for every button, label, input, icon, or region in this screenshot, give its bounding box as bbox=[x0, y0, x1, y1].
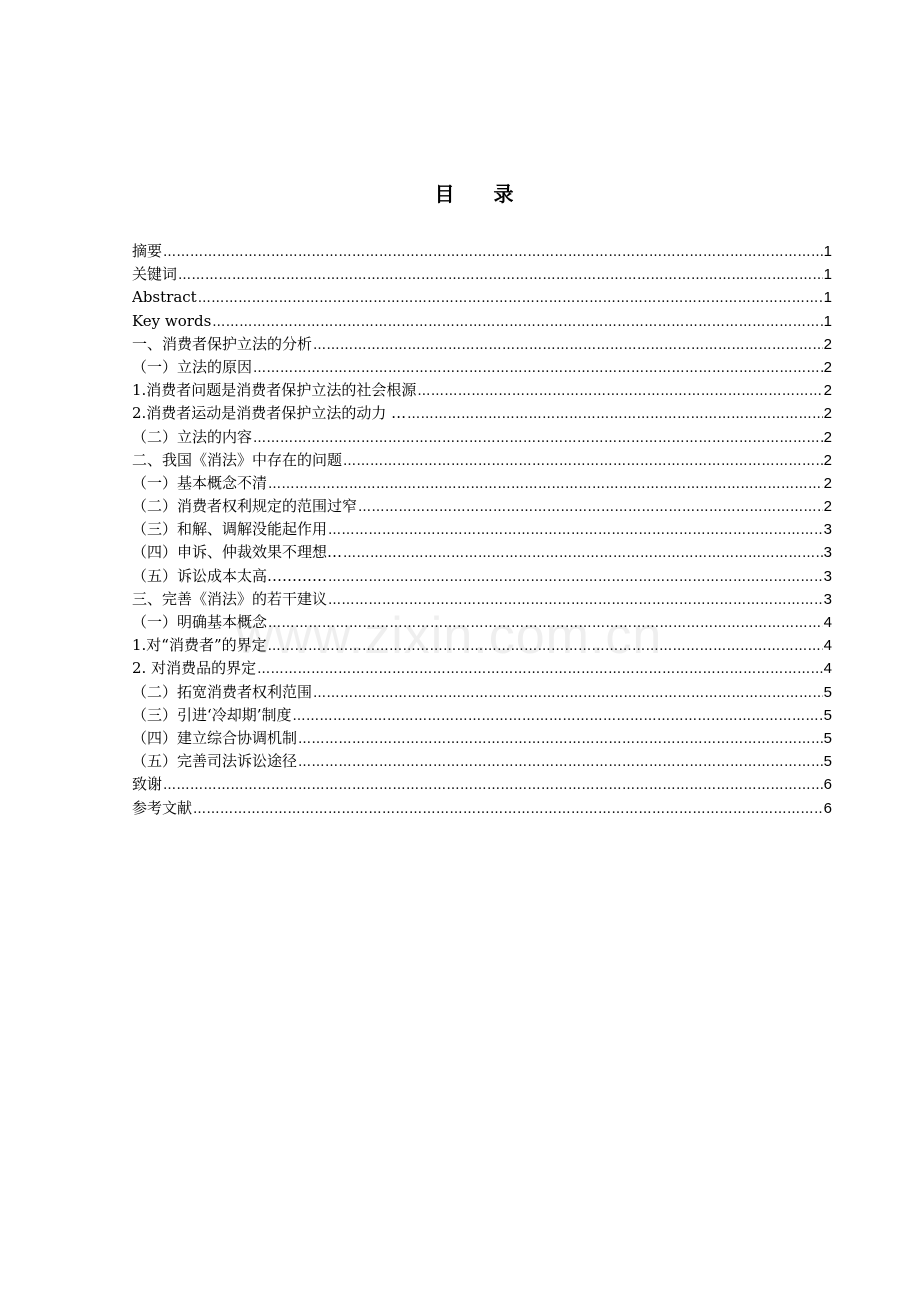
toc-entry-label: （四）建立综合协调机制 bbox=[132, 728, 298, 747]
toc-dot-leader bbox=[407, 403, 823, 425]
toc-entry-label: 2. 对消费品的界定 bbox=[132, 659, 257, 678]
toc-entry-page-number: 5 bbox=[823, 753, 832, 771]
toc-entry-label: 二、我国《消法》中存在的问题 bbox=[132, 450, 343, 469]
toc-entry[interactable] bbox=[132, 449, 832, 472]
toc-entry-label: （三）和解、调解没能起作用 bbox=[132, 520, 328, 539]
toc-entry-label: （四）申诉、仲裁效果不理想… bbox=[132, 543, 343, 562]
toc-entry-label: （五）完善司法诉讼途径 bbox=[132, 752, 298, 771]
toc-entry[interactable] bbox=[132, 495, 832, 518]
toc-entry-label: （一）基本概念不清 bbox=[132, 473, 268, 492]
toc-entry-page-number: 2 bbox=[823, 405, 832, 423]
toc-entry[interactable] bbox=[132, 333, 832, 356]
toc-dot-leader bbox=[253, 427, 823, 449]
toc-entry[interactable] bbox=[132, 657, 832, 680]
toc-entry-page-number: 3 bbox=[823, 567, 832, 585]
toc-entry-page-number: 2 bbox=[823, 335, 832, 353]
toc-entry-label: （一）明确基本概念 bbox=[132, 613, 268, 631]
toc-entry-label: （二）拓宽消费者权利范围 bbox=[132, 682, 313, 701]
toc-dot-leader bbox=[268, 635, 823, 657]
toc-entry-page-number: 3 bbox=[823, 544, 832, 562]
toc-entry[interactable] bbox=[132, 634, 832, 657]
toc-entry[interactable] bbox=[132, 379, 832, 402]
toc-entry-page-number: 2 bbox=[823, 474, 832, 492]
toc-entry[interactable] bbox=[132, 565, 832, 588]
toc-entry[interactable] bbox=[132, 402, 832, 425]
toc-entry-page-number: 5 bbox=[823, 683, 832, 701]
toc-dot-leader bbox=[328, 566, 823, 588]
toc-entry[interactable] bbox=[132, 310, 832, 333]
toc-entry-page-number: 6 bbox=[823, 776, 832, 794]
toc-dot-leader bbox=[212, 311, 822, 333]
toc-entry-label: （二）立法的内容 bbox=[132, 427, 253, 446]
toc-entry-page-number: 5 bbox=[823, 729, 832, 747]
toc-entry-label: 参考文献 bbox=[132, 798, 193, 817]
toc-dot-leader bbox=[163, 774, 823, 796]
toc-entry-page-number: 2 bbox=[823, 498, 832, 516]
toc-entry-label: 关键词 bbox=[132, 265, 178, 284]
toc-entry-page-number: 4 bbox=[823, 614, 832, 631]
toc-dot-leader bbox=[343, 450, 823, 472]
toc-dot-leader bbox=[417, 380, 822, 402]
toc-dot-leader bbox=[328, 589, 823, 611]
toc-entry-page-number: 2 bbox=[823, 382, 832, 400]
toc-entry-label: 摘要 bbox=[132, 242, 163, 260]
toc-entry-page-number: 4 bbox=[823, 660, 832, 678]
toc-entry-page-number: 1 bbox=[823, 266, 832, 284]
toc-entry[interactable] bbox=[132, 286, 832, 309]
toc-entry[interactable] bbox=[132, 356, 832, 379]
toc-entry-label: （五）诉讼成本太高………… bbox=[132, 566, 328, 585]
toc-entry[interactable] bbox=[132, 518, 832, 541]
table-of-contents bbox=[132, 240, 832, 820]
toc-dot-leader bbox=[343, 542, 823, 564]
toc-entry-page-number: 3 bbox=[823, 521, 832, 539]
toc-entry-page-number: 6 bbox=[823, 799, 832, 817]
toc-dot-leader bbox=[198, 287, 823, 309]
toc-dot-leader bbox=[328, 519, 823, 541]
toc-dot-leader bbox=[358, 496, 823, 518]
toc-dot-leader bbox=[178, 264, 823, 286]
toc-entry[interactable] bbox=[132, 541, 832, 564]
toc-entry[interactable] bbox=[132, 240, 832, 263]
toc-dot-leader bbox=[268, 473, 823, 495]
toc-dot-leader bbox=[193, 798, 823, 820]
toc-title: 目 录 bbox=[434, 182, 530, 206]
toc-entry-label: 一、消费者保护立法的分析 bbox=[132, 334, 313, 353]
toc-dot-leader bbox=[313, 682, 823, 704]
toc-entry-label: 2.消费者运动是消费者保护立法的动力 … bbox=[132, 404, 407, 423]
toc-entry-page-number: 1 bbox=[823, 289, 832, 307]
toc-entry[interactable] bbox=[132, 727, 832, 750]
toc-dot-leader bbox=[268, 612, 823, 634]
toc-entry-label: （一）立法的原因 bbox=[132, 357, 253, 376]
toc-dot-leader bbox=[293, 705, 823, 727]
toc-entry[interactable] bbox=[132, 263, 832, 286]
toc-entry-page-number: 2 bbox=[823, 451, 832, 469]
toc-entry-page-number: 2 bbox=[823, 428, 832, 446]
toc-entry-page-number: 1 bbox=[823, 243, 832, 260]
toc-entry-page-number: 3 bbox=[823, 590, 832, 608]
toc-entry[interactable] bbox=[132, 797, 832, 820]
toc-entry-label: 致谢 bbox=[132, 775, 163, 794]
toc-dot-leader bbox=[298, 751, 823, 773]
toc-dot-leader bbox=[313, 334, 823, 356]
toc-entry[interactable] bbox=[132, 773, 832, 796]
toc-entry[interactable] bbox=[132, 704, 832, 727]
toc-entry-label: 1.对“消费者”的界定 bbox=[132, 636, 267, 655]
toc-entry-label: Abstract bbox=[132, 288, 197, 307]
toc-entry[interactable] bbox=[132, 611, 832, 634]
toc-dot-leader bbox=[257, 658, 823, 680]
toc-entry[interactable] bbox=[132, 750, 832, 773]
toc-entry-page-number: 2 bbox=[823, 358, 832, 376]
toc-entry-label: Key words bbox=[132, 311, 212, 330]
toc-entry-label: 1.消费者问题是消费者保护立法的社会根源 bbox=[132, 381, 417, 400]
toc-entry-page-number: 1 bbox=[823, 312, 832, 330]
watermark: www.zixin.com.cn bbox=[236, 607, 663, 665]
toc-dot-leader bbox=[163, 241, 823, 263]
toc-entry-page-number: 5 bbox=[823, 706, 832, 724]
toc-entry[interactable] bbox=[132, 681, 832, 704]
toc-entry-page-number: 4 bbox=[823, 637, 832, 655]
toc-entry[interactable] bbox=[132, 472, 832, 495]
toc-dot-leader bbox=[298, 728, 823, 750]
toc-entry-label: 三、完善《消法》的若干建议 bbox=[132, 589, 328, 608]
toc-entry[interactable] bbox=[132, 426, 832, 449]
toc-entry-label: （二）消费者权利规定的范围过窄 bbox=[132, 497, 358, 516]
toc-entry[interactable] bbox=[132, 588, 832, 611]
toc-dot-leader bbox=[253, 357, 823, 379]
toc-entry-label: （三）引进‘冷却期’制度 bbox=[132, 705, 292, 724]
